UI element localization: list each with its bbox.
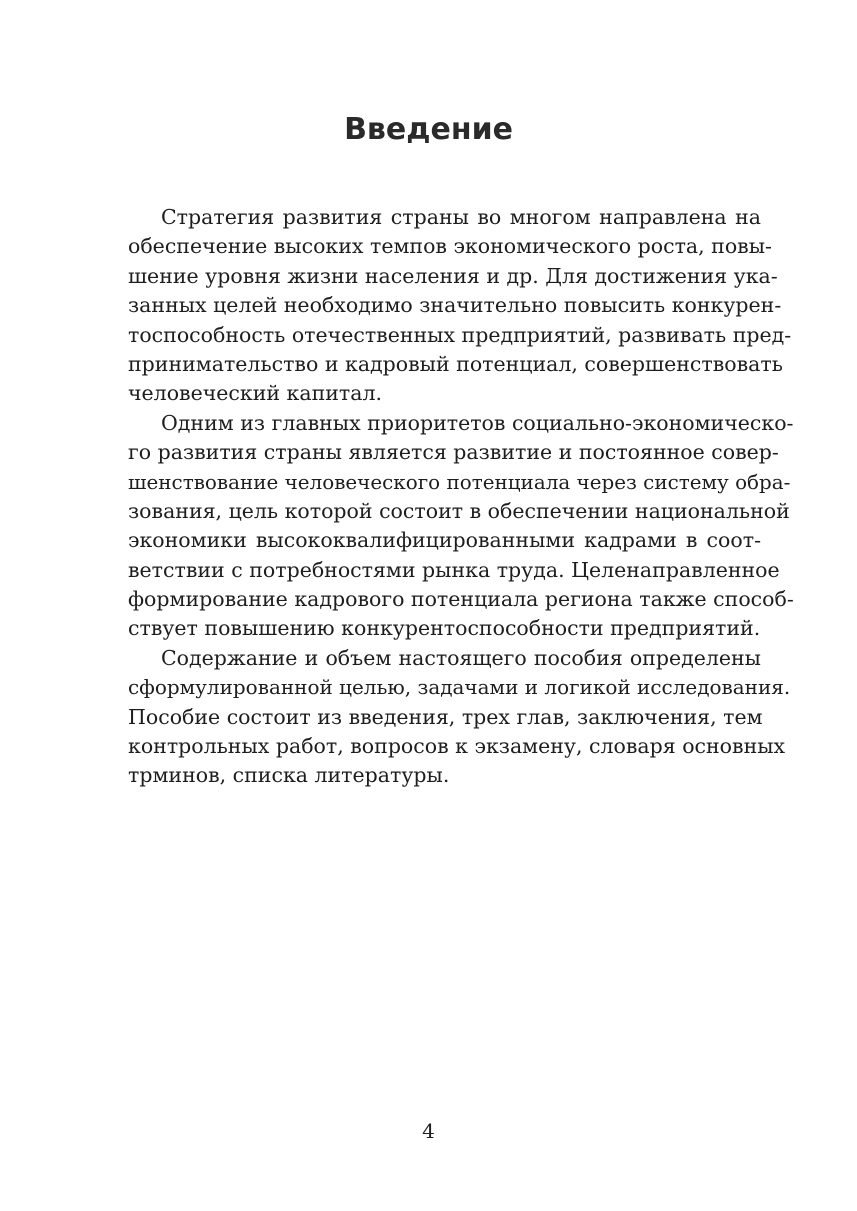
paragraph-1 (95, 203, 792, 409)
text-line: обеспечение высоких темпов экономического роста, повы- (128, 234, 772, 259)
paragraph-3 (95, 644, 791, 791)
text-line: ветствии с потребностями рынка труда. Целенаправленное (128, 557, 780, 582)
text-line: трминов, списка литературы. (128, 763, 450, 788)
body-text (95, 203, 794, 791)
text-line: сформулированной целью, задачами и логикой исследования. (128, 675, 791, 700)
text-line: Содержание и объем настоящего пособия определены (161, 645, 761, 670)
text-line: экономики высококвалифицированными кадрами в соот- (128, 528, 761, 553)
page-number: 4 (422, 1119, 435, 1143)
text-line: занных целей необходимо значительно повысить конкурен- (128, 293, 782, 318)
text-line: шение уровня жизни населения и др. Для достижения ука- (128, 263, 778, 288)
text-line: Одним из главных приоритетов социально-экономическо- (161, 410, 794, 435)
text-line: Пособие состоит из введения, трех глав, заключения, тем (128, 704, 763, 729)
text-line: контрольных работ, вопросов к экзамену, словаря основных (128, 734, 786, 759)
text-line: го развития страны является развитие и постоянное совер- (128, 440, 779, 465)
text-line: формирование кадрового потенциала региона также способ- (128, 587, 794, 612)
text-line: ствует повышению конкурентоспособности предприятий. (128, 616, 761, 641)
text-line: принимательство и кадровый потенциал, совершенствовать (128, 351, 783, 376)
text-line: Стратегия развития страны во многом направлена на (161, 205, 761, 229)
page-title: Введение (344, 112, 513, 147)
text-line: тоспособность отечественных предприятий, развивать пред- (128, 322, 792, 347)
paragraph-2 (95, 409, 794, 644)
text-line: шенствование человеческого потенциала через систему обра- (128, 470, 791, 494)
text-line: человеческий капитал. (128, 381, 383, 406)
text-line: зования, цель которой состоит в обеспечении национальной (128, 498, 790, 523)
